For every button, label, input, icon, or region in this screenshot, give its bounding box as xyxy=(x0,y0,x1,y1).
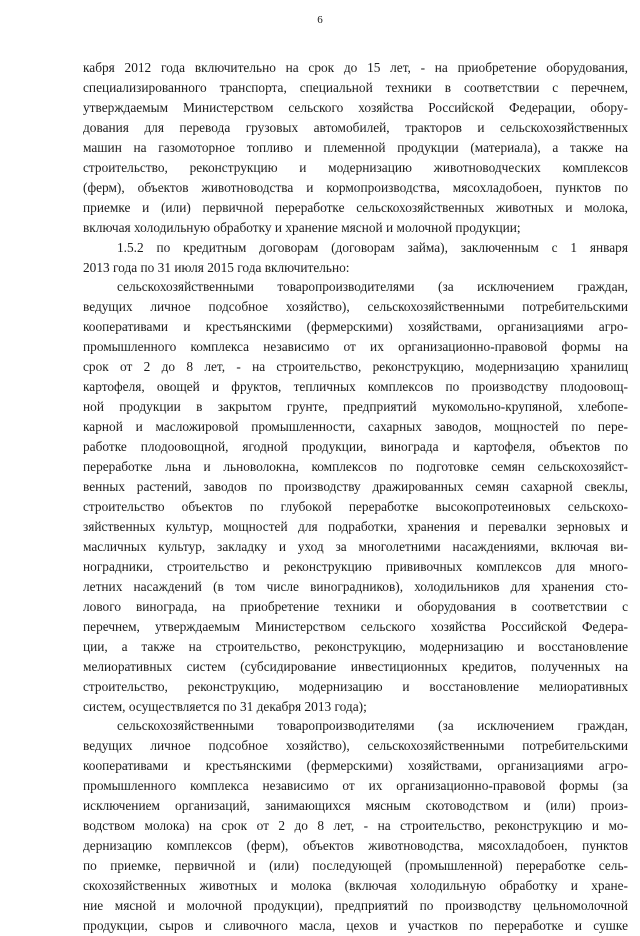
text-line: систем, осуществляется по 31 декабря 2013 года); xyxy=(83,698,367,714)
text-line: строительство объектов по глубокой переработке высокопротеиновых сельскохо- xyxy=(83,498,628,514)
text-line: скохозяйственных животных и молока (включая холодильную обработку и хране- xyxy=(83,878,628,894)
text-line: сельскохозяйственными товаропроизводителями (за исключением граждан, xyxy=(117,279,628,295)
page-number: 6 xyxy=(317,14,323,26)
text-line: строительство, реконструкцию, модернизацию и восстановление мелиоративных xyxy=(83,678,628,694)
text-line: кооперативами и крестьянскими (фермерскими) хозяйствами, организациями агро- xyxy=(83,758,628,774)
text-line: водством молока) на срок от 2 до 8 лет, - на строительство, реконструкцию и мо- xyxy=(83,818,628,834)
text-line: картофеля, овощей и фруктов, тепличных комплексов по производству плодоовощ- xyxy=(83,379,628,395)
text-line: 2013 года по 31 июля 2015 года включительно: xyxy=(83,259,350,275)
text-line: сельскохозяйственными товаропроизводителями (за исключением граждан, xyxy=(117,718,628,734)
text-line: промышленного комплекса независимо от их организационно-правовой формы на xyxy=(83,339,628,355)
text-line: ние мясной и молочной продукции), предприятий по производству цельномолочной xyxy=(83,898,628,914)
text-line: переработке льна и льноволокна, комплексов по подготовке семян сельскохозяйст- xyxy=(83,459,628,475)
document-body xyxy=(83,58,628,936)
text-line: утверждаемым Министерством сельского хозяйства Российской Федерации, обору- xyxy=(83,99,628,115)
text-line: венных растений, заводов по производству дражированных семян сахарной свеклы, xyxy=(83,479,628,495)
text-line: промышленного комплекса независимо от их организационно-правовой формы (за xyxy=(83,778,628,794)
text-line: строительство, реконструкцию и модернизацию животноводческих комплексов xyxy=(83,159,628,175)
text-line: по приемке, первичной и (или) последующей (промышленной) переработке сель- xyxy=(83,858,628,874)
text-line: кооперативами и крестьянскими (фермерскими) хозяйствами, организациями агро- xyxy=(83,319,628,335)
text-line: включая холодильную обработку и хранение мясной и молочной продукции; xyxy=(83,219,521,235)
text-line: работке плодоовощной, ягодной продукции, винограда и картофеля, объектов по xyxy=(83,439,628,455)
text-line: (ферм), объектов животноводства и кормопроизводства, мясохладобоен, пунктов по xyxy=(83,179,628,195)
text-line: 1.5.2 по кредитным договорам (договорам займа), заключенным с 1 января xyxy=(117,239,628,255)
text-line: ции, а также на строительство, реконструкцию, модернизацию и восстановление xyxy=(83,638,628,654)
text-line: ведущих личное подсобное хозяйство), сельскохозяйственными потребительскими xyxy=(83,299,628,315)
text-line: масличных культур, закладку и уход за многолетними насаждениями, включая ви- xyxy=(83,538,628,554)
text-line: кабря 2012 года включительно на срок до 15 лет, - на приобретение оборудования, xyxy=(83,60,628,75)
text-line: зяйственных культур, мощностей для подработки, хранения и перевалки зерновых и xyxy=(83,518,628,534)
text-line: ной продукции в закрытом грунте, предприятий мукомольно-крупяной, хлебопе- xyxy=(83,399,628,415)
text-line: продукции, сыров и сливочного масла, цехов и участков по переработке и сушке xyxy=(83,917,628,933)
text-line: карной и масложировой промышленности, сахарных заводов, мощностей по пере- xyxy=(83,419,628,435)
text-line: исключением организаций, занимающихся мясным скотоводством и (или) произ- xyxy=(83,798,628,814)
text-line: специализированного транспорта, специальной техники в соответствии с перечнем, xyxy=(83,79,628,95)
text-line: дернизацию комплексов (ферм), объектов животноводства, мясохладобоен, пунктов xyxy=(83,838,628,854)
text-line: лового винограда, на приобретение техники и оборудования в соответствии с xyxy=(83,598,628,614)
text-line: ноградники, строительство и реконструкцию прививочных комплексов для много- xyxy=(83,558,628,574)
text-line: приемке и (или) первичной переработке сельскохозяйственных животных и молока, xyxy=(83,199,628,215)
text-line: дования для перевода грузовых автомобилей, тракторов и сельскохозяйственных xyxy=(83,119,628,135)
text-line: перечнем, утверждаемым Министерством сельского хозяйства Российской Федера- xyxy=(83,618,628,634)
text-line: ведущих личное подсобное хозяйство), сельскохозяйственными потребительскими xyxy=(83,738,628,754)
text-line: летних насаждений (в том числе виноградников), холодильников для хранения сто- xyxy=(83,578,628,594)
text-line: машин на газомоторное топливо и племенной продукции (материала), а также на xyxy=(83,139,628,155)
text-line: мелиоративных систем (субсидирование инвестиционных кредитов, полученных на xyxy=(83,658,628,674)
text-line: срок от 2 до 8 лет, - на строительство, реконструкцию, модернизацию хранилищ xyxy=(83,359,628,375)
